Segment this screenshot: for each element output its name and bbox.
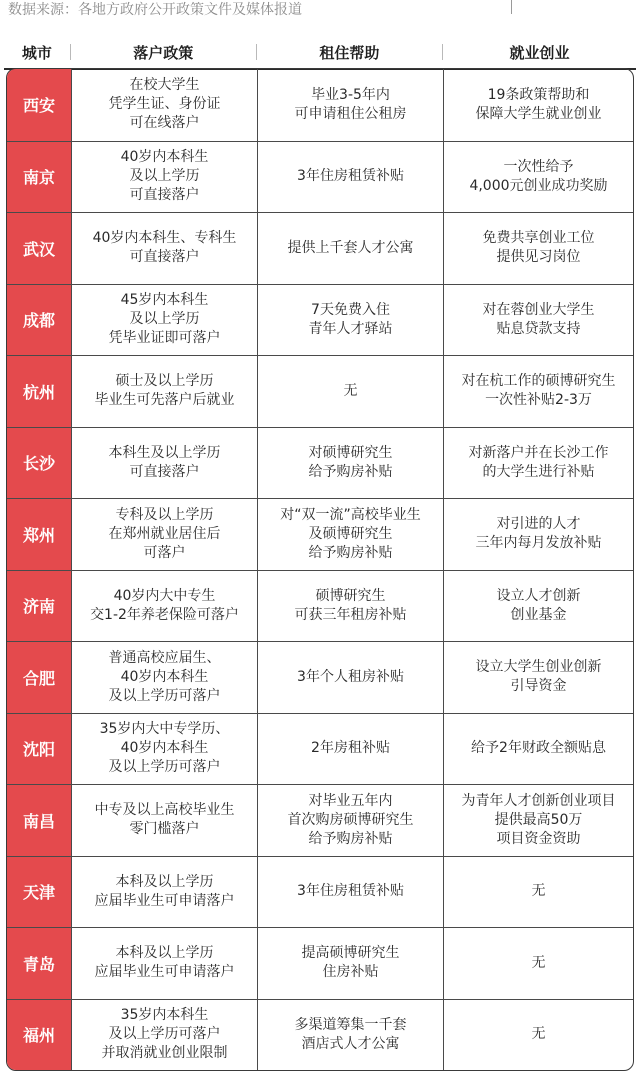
employment-cell: 免费共享创业工位 提供见习岗位 (482, 230, 595, 266)
city-cell: 南昌 (7, 785, 72, 856)
housing-help-cell: 对“双一流”高校毕业生 及硕博研究生 给予购房补贴 (258, 499, 444, 570)
city-cell: 长沙 (7, 428, 72, 499)
settle-policy-cell: 40岁内本科生、专科生 可直接落户 (72, 213, 258, 284)
employment-cell: 设立人才创新 创业基金 (496, 587, 581, 623)
table-row (7, 713, 633, 785)
table-row (7, 141, 633, 213)
settle-policy-cell: 35岁内大中专学历、 40岁内本科生 及以上学历可落户 (72, 714, 258, 785)
table-row (7, 856, 633, 928)
housing-help-cell: 3年住房租赁补贴 (258, 142, 444, 213)
employment-cell: 无 (531, 883, 546, 900)
data-source-note: 数据来源：各地方政府公开政策文件及媒体报道 (8, 2, 302, 18)
settle-policy-cell: 在校大学生 凭学生证、身份证 可在线落户 (72, 69, 258, 141)
employment-cell: 无 (531, 954, 546, 971)
housing-help-cell: 3年个人租房补贴 (258, 642, 444, 713)
employment-cell: 19条政策帮助和 保障大学生就业创业 (475, 86, 602, 122)
housing-help-cell: 对毕业五年内 首次购房硕博研究生 给予购房补贴 (258, 785, 444, 856)
employment-cell: 对在蓉创业大学生 贴息贷款支持 (482, 301, 595, 337)
city-cell: 济南 (7, 571, 72, 642)
header-housing-help: 租住帮助 (319, 43, 380, 62)
city-cell: 沈阳 (7, 714, 72, 785)
employment-cell: 设立大学生创业创新 引导资金 (475, 659, 602, 695)
table-row (7, 927, 633, 999)
city-cell: 西安 (7, 69, 72, 141)
settle-policy-cell: 专科及以上学历 在郑州就业居住后 可落户 (72, 499, 258, 570)
table-row (7, 427, 633, 499)
settle-policy-cell: 本科生及以上学历 可直接落户 (72, 428, 258, 499)
settle-policy-cell: 40岁内大中专生 交1-2年养老保险可落户 (72, 571, 258, 642)
settle-policy-cell: 45岁内本科生 及以上学历 凭毕业证即可落户 (72, 285, 258, 356)
settle-policy-cell: 中专及以上高校毕业生 零门槛落户 (72, 785, 258, 856)
settle-policy-cell: 35岁内本科生 及以上学历可落户 并取消就业创业限制 (72, 1000, 258, 1071)
housing-help-cell: 毕业3-5年内 可申请租住公租房 (258, 69, 444, 141)
settle-policy-cell: 普通高校应届生、 40岁内本科生 及以上学历可落户 (72, 642, 258, 713)
table-row (7, 570, 633, 642)
housing-help-cell: 提供上千套人才公寓 (258, 213, 444, 284)
employment-cell: 为青年人才创新创业项目 提供最高50万 项目资金资助 (461, 792, 616, 847)
corner-mark (511, 0, 512, 14)
table-row (7, 784, 633, 856)
housing-help-cell: 7天免费入住 青年人才驿站 (258, 285, 444, 356)
employment-cell: 对新落户并在长沙工作 的大学生进行补贴 (468, 444, 609, 480)
header-city: 城市 (21, 43, 52, 62)
table-row (7, 284, 633, 356)
employment-cell: 一次性给予 4,000元创业成功奖励 (469, 158, 608, 194)
employment-cell: 对在杭工作的硕博研究生 一次性补贴2-3万 (461, 373, 616, 409)
policy-table (6, 68, 634, 1071)
city-cell: 合肥 (7, 642, 72, 713)
housing-help-cell: 3年住房租赁补贴 (258, 857, 444, 928)
header-settle-policy: 落户政策 (133, 43, 194, 62)
city-cell: 杭州 (7, 356, 72, 427)
settle-policy-cell: 硕士及以上学历 毕业生可先落户后就业 (72, 356, 258, 427)
housing-help-cell: 多渠道筹集一千套 酒店式人才公寓 (258, 1000, 444, 1071)
settle-policy-cell: 本科及以上学历 应届毕业生可申请落户 (72, 928, 258, 999)
table-row (7, 498, 633, 570)
table-row (7, 999, 633, 1071)
employment-cell: 给予2年财政全额贴息 (471, 740, 606, 757)
city-cell: 武汉 (7, 213, 72, 284)
housing-help-cell: 提高硕博研究生 住房补贴 (258, 928, 444, 999)
city-cell: 郑州 (7, 499, 72, 570)
settle-policy-cell: 40岁内本科生 及以上学历 可直接落户 (72, 142, 258, 213)
housing-help-cell: 硕博研究生 可获三年租房补贴 (258, 571, 444, 642)
housing-help-cell: 无 (258, 356, 444, 427)
employment-cell: 无 (531, 1026, 546, 1043)
housing-help-cell: 2年房租补贴 (258, 714, 444, 785)
table-row (7, 69, 633, 141)
employment-cell: 对引进的人才 三年内每月发放补贴 (475, 516, 602, 552)
city-cell: 南京 (7, 142, 72, 213)
table-row (7, 212, 633, 284)
city-cell: 成都 (7, 285, 72, 356)
city-cell: 天津 (7, 857, 72, 928)
settle-policy-cell: 本科及以上学历 应届毕业生可申请落户 (72, 857, 258, 928)
city-cell: 青岛 (7, 928, 72, 999)
housing-help-cell: 对硕博研究生 给予购房补贴 (258, 428, 444, 499)
city-cell: 福州 (7, 1000, 72, 1071)
table-header (4, 36, 636, 70)
header-employment: 就业创业 (509, 43, 570, 62)
table-row (7, 355, 633, 427)
table-row (7, 641, 633, 713)
